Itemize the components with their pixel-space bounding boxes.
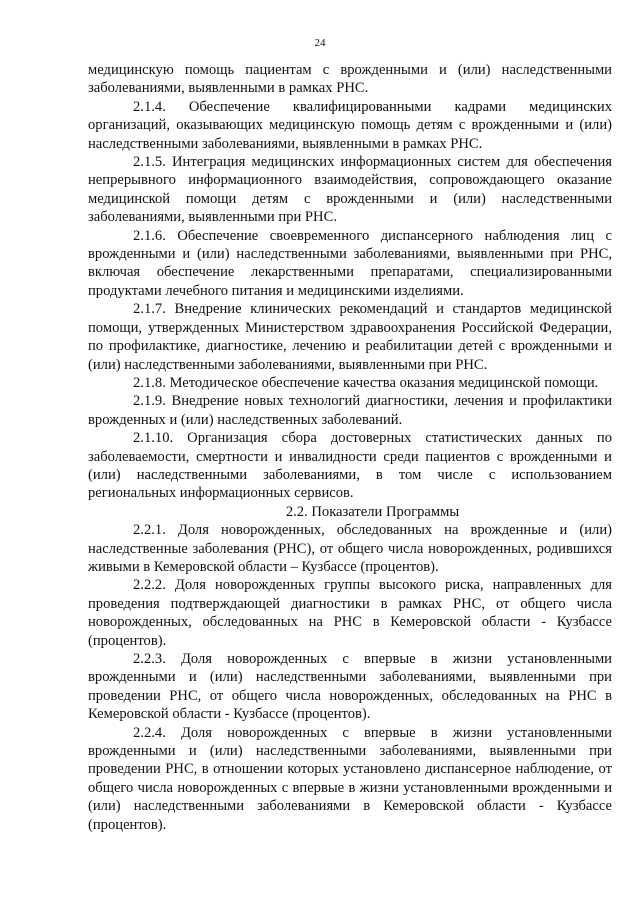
paragraph-2-1-4: 2.1.4. Обеспечение квалифицированными кадрами медицинских организаций, оказывающих медицинскую помощь детям с врожденными и (или) наследственными заболеваниями, выявленными в рамках РНС. bbox=[88, 98, 612, 152]
paragraph-continuation: медицинскую помощь пациентам с врожденными и (или) наследственными заболеваниями, выявленными в рамках РНС. bbox=[88, 62, 612, 97]
section-heading: 2.2. Показатели Программы bbox=[285, 503, 460, 520]
page-number: 24 bbox=[314, 37, 326, 49]
paragraph-2-2-1: 2.2.1. Доля новорожденных, обследованных на врожденные и (или) наследственные заболевания (РНС), от общего числа новорожденных, родившихся живыми в Кемеровской области – Кузбассе (процентов). bbox=[88, 522, 612, 575]
paragraph-2-1-5: 2.1.5. Интеграция медицинских информационных систем для обеспечения непрерывного информационного взаимодействия, сопровождающего оказание медицинской помощи детям с врожденными и (или) наследственными заболеваниями, выявленными при РНС. bbox=[88, 154, 612, 226]
paragraph-2-1-7: 2.1.7. Внедрение клинических рекомендаций и стандартов медицинской помощи, утвержденных Министерством здравоохранения Российской Федерации, по профилактике, диагностике, лечению и реабилитации детей с врожденными и (или) наследственными заболеваниями, выявленными при РНС. bbox=[88, 301, 612, 373]
paragraph-2-1-9: 2.1.9. Внедрение новых технологий диагностики, лечения и профилактики врожденных и (или) наследственных заболеваний. bbox=[88, 393, 612, 428]
paragraph-2-1-6: 2.1.6. Обеспечение своевременного диспансерного наблюдения лиц с врожденными и (или) наследственными заболеваниями, выявленными при РНС, включая обеспечение лекарственными препаратами, специализированными продуктами лечебного питания и медицинскими изделиями. bbox=[88, 227, 612, 299]
paragraph-2-2-4: 2.2.4. Доля новорожденных с впервые в жизни установленными врожденными и (или) наследственными заболеваниями, выявленными при проведении РНС, в отношении которых установлено диспансерное наблюдение, от общего числа новорожденных с впервые в жизни установленными врожденными и (или) наследственными заболеваниями в Кемеровской области - Кузбассе (процентов). bbox=[88, 724, 612, 833]
paragraph-2-2-3: 2.2.3. Доля новорожденных с впервые в жизни установленными врожденными и (или) наследственными заболеваниями, выявленными при проведении РНС, от общего числа новорожденных, обследованных на РНС в Кемеровской области - Кузбассе (процентов). bbox=[88, 651, 612, 723]
document-body bbox=[88, 61, 612, 834]
paragraph-2-1-8: 2.1.8. Методическое обеспечение качества оказания медицинской помощи. bbox=[133, 374, 599, 391]
paragraph-2-2-2: 2.2.2. Доля новорожденных группы высокого риска, направленных для проведения подтверждающей диагностики в рамках РНС, от общего числа новорожденных, обследованных на РНС в Кемеровской области - Кузбассе (процентов). bbox=[88, 577, 612, 649]
paragraph-2-1-10: 2.1.10. Организация сбора достоверных статистических данных по заболеваемости, смертности и инвалидности среди пациентов с врожденными и (или) наследственными заболеваниями, в том числе с использованием региональных информационных сервисов. bbox=[88, 430, 612, 502]
